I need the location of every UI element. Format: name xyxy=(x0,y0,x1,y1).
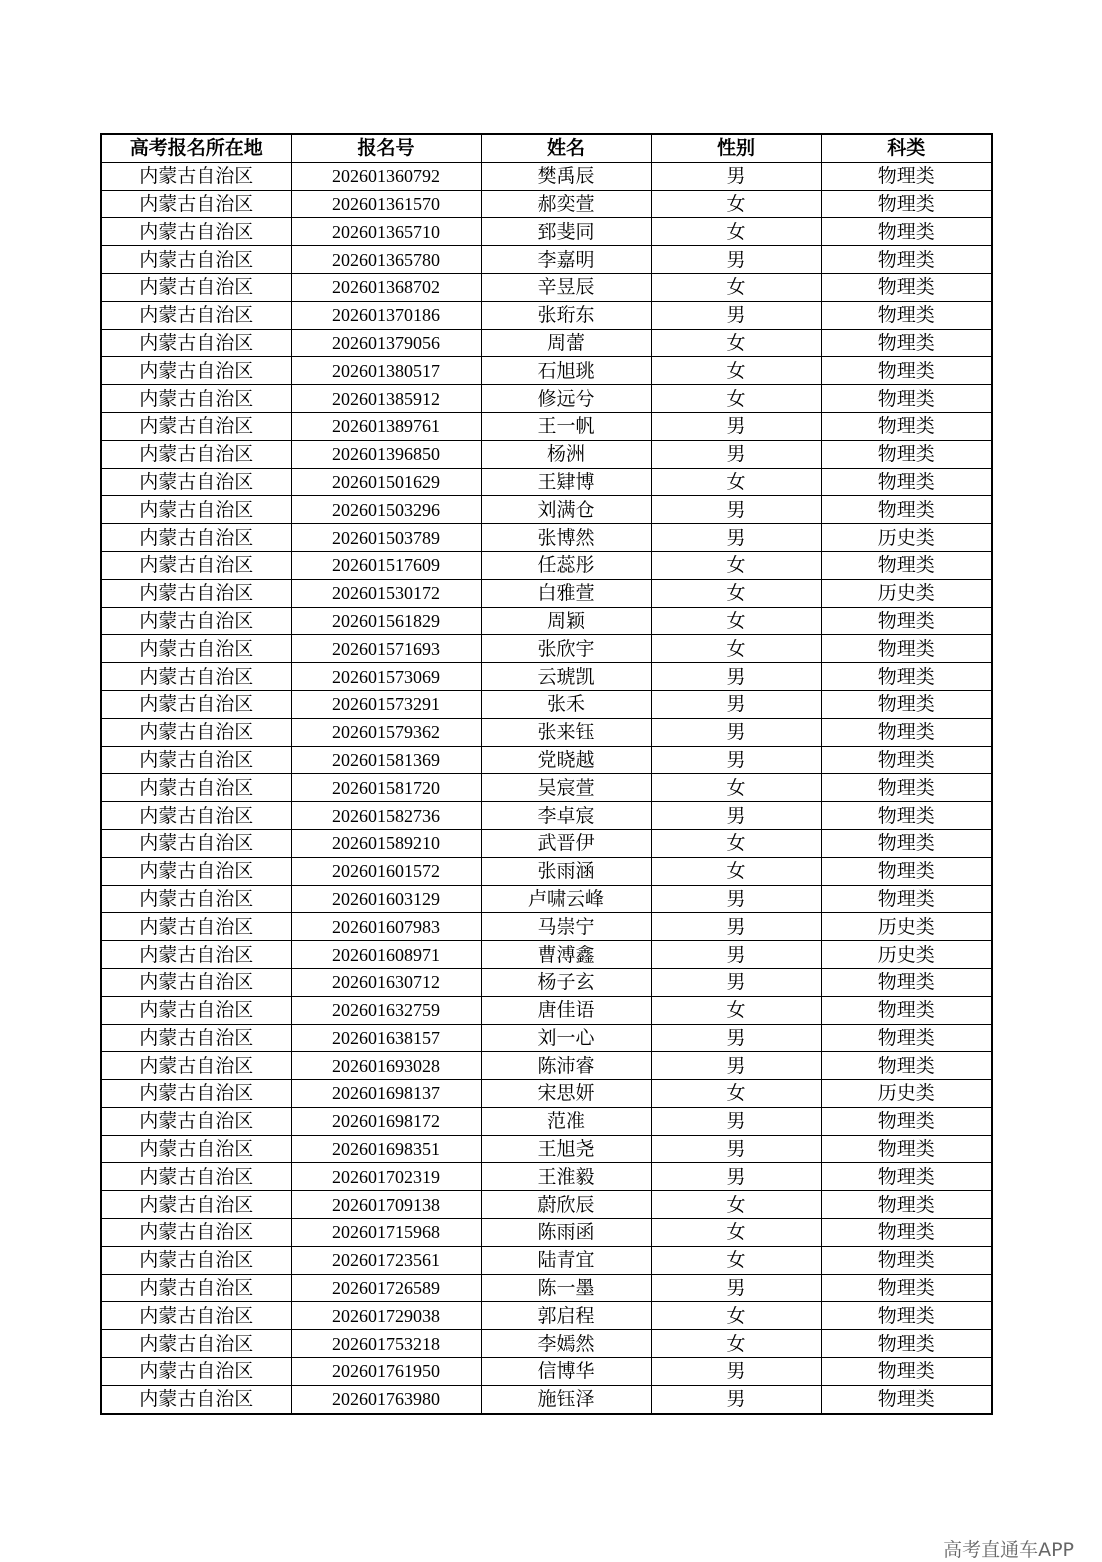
cell-gender: 男 xyxy=(651,746,821,774)
header-row xyxy=(101,134,992,162)
cell-location: 内蒙古自治区 xyxy=(101,1385,291,1413)
cell-name: 刘满仓 xyxy=(481,496,651,524)
cell-registration-number: 202601501629 xyxy=(291,468,481,496)
cell-location: 内蒙古自治区 xyxy=(101,996,291,1024)
cell-registration-number: 202601726589 xyxy=(291,1274,481,1302)
source-watermark: 高考直通车APP xyxy=(943,1539,1074,1561)
table-row xyxy=(101,968,992,996)
cell-location: 内蒙古自治区 xyxy=(101,1219,291,1247)
cell-gender: 男 xyxy=(651,1163,821,1191)
cell-gender: 女 xyxy=(651,1330,821,1358)
cell-gender: 女 xyxy=(651,329,821,357)
cell-name: 曹溥鑫 xyxy=(481,941,651,969)
cell-registration-number: 202601698351 xyxy=(291,1135,481,1163)
cell-name: 李嘉明 xyxy=(481,246,651,274)
cell-registration-number: 202601365780 xyxy=(291,246,481,274)
header-location: 高考报名所在地 xyxy=(101,134,291,162)
cell-registration-number: 202601582736 xyxy=(291,802,481,830)
cell-gender: 女 xyxy=(651,829,821,857)
cell-location: 内蒙古自治区 xyxy=(101,440,291,468)
cell-gender: 男 xyxy=(651,246,821,274)
table-row xyxy=(101,440,992,468)
cell-gender: 男 xyxy=(651,718,821,746)
cell-name: 吴宸萱 xyxy=(481,774,651,802)
cell-subject-track: 物理类 xyxy=(821,1052,992,1080)
cell-name: 王淮毅 xyxy=(481,1163,651,1191)
cell-gender: 女 xyxy=(651,635,821,663)
cell-name: 党晓越 xyxy=(481,746,651,774)
cell-subject-track: 物理类 xyxy=(821,802,992,830)
cell-name: 郭启程 xyxy=(481,1302,651,1330)
cell-location: 内蒙古自治区 xyxy=(101,746,291,774)
table-row xyxy=(101,329,992,357)
cell-location: 内蒙古自治区 xyxy=(101,1302,291,1330)
cell-registration-number: 202601698172 xyxy=(291,1107,481,1135)
header-gender: 性别 xyxy=(651,134,821,162)
cell-registration-number: 202601763980 xyxy=(291,1385,481,1413)
cell-location: 内蒙古自治区 xyxy=(101,1080,291,1108)
cell-subject-track: 物理类 xyxy=(821,885,992,913)
cell-registration-number: 202601702319 xyxy=(291,1163,481,1191)
cell-name: 施钰泽 xyxy=(481,1385,651,1413)
table-row xyxy=(101,857,992,885)
cell-subject-track: 物理类 xyxy=(821,496,992,524)
cell-registration-number: 202601729038 xyxy=(291,1302,481,1330)
table-row xyxy=(101,1246,992,1274)
cell-name: 张欣宇 xyxy=(481,635,651,663)
cell-name: 王一帆 xyxy=(481,412,651,440)
cell-subject-track: 物理类 xyxy=(821,1302,992,1330)
cell-name: 云琥凯 xyxy=(481,663,651,691)
table-row xyxy=(101,218,992,246)
table-row xyxy=(101,746,992,774)
cell-location: 内蒙古自治区 xyxy=(101,718,291,746)
cell-registration-number: 202601601572 xyxy=(291,857,481,885)
cell-location: 内蒙古自治区 xyxy=(101,357,291,385)
cell-registration-number: 202601579362 xyxy=(291,718,481,746)
cell-gender: 女 xyxy=(651,468,821,496)
cell-subject-track: 物理类 xyxy=(821,1246,992,1274)
table-row xyxy=(101,190,992,218)
cell-name: 李卓宸 xyxy=(481,802,651,830)
table-row xyxy=(101,1052,992,1080)
cell-gender: 男 xyxy=(651,301,821,329)
table-row xyxy=(101,301,992,329)
table-row xyxy=(101,162,992,190)
cell-location: 内蒙古自治区 xyxy=(101,913,291,941)
cell-registration-number: 202601573291 xyxy=(291,690,481,718)
cell-gender: 女 xyxy=(651,190,821,218)
cell-gender: 女 xyxy=(651,273,821,301)
cell-registration-number: 202601603129 xyxy=(291,885,481,913)
cell-gender: 女 xyxy=(651,551,821,579)
table-row xyxy=(101,774,992,802)
cell-registration-number: 202601753218 xyxy=(291,1330,481,1358)
table-row xyxy=(101,579,992,607)
cell-registration-number: 202601503296 xyxy=(291,496,481,524)
cell-gender: 女 xyxy=(651,607,821,635)
cell-subject-track: 物理类 xyxy=(821,1191,992,1219)
cell-subject-track: 物理类 xyxy=(821,385,992,413)
cell-gender: 男 xyxy=(651,1024,821,1052)
cell-registration-number: 202601698137 xyxy=(291,1080,481,1108)
table-row xyxy=(101,1163,992,1191)
cell-name: 陈一墨 xyxy=(481,1274,651,1302)
cell-name: 周颖 xyxy=(481,607,651,635)
cell-gender: 男 xyxy=(651,885,821,913)
cell-name: 唐佳语 xyxy=(481,996,651,1024)
cell-subject-track: 物理类 xyxy=(821,718,992,746)
cell-gender: 女 xyxy=(651,1302,821,1330)
cell-name: 信博华 xyxy=(481,1358,651,1386)
cell-location: 内蒙古自治区 xyxy=(101,1330,291,1358)
cell-location: 内蒙古自治区 xyxy=(101,246,291,274)
table-row xyxy=(101,829,992,857)
table-row xyxy=(101,1191,992,1219)
table-row xyxy=(101,802,992,830)
table-header xyxy=(101,134,992,162)
header-registration-number: 报名号 xyxy=(291,134,481,162)
cell-registration-number: 202601608971 xyxy=(291,941,481,969)
table-row xyxy=(101,551,992,579)
cell-subject-track: 物理类 xyxy=(821,412,992,440)
cell-subject-track: 物理类 xyxy=(821,301,992,329)
cell-name: 卢啸云峰 xyxy=(481,885,651,913)
cell-subject-track: 物理类 xyxy=(821,1274,992,1302)
cell-location: 内蒙古自治区 xyxy=(101,774,291,802)
table-row xyxy=(101,273,992,301)
cell-location: 内蒙古自治区 xyxy=(101,857,291,885)
cell-subject-track: 物理类 xyxy=(821,1107,992,1135)
cell-location: 内蒙古自治区 xyxy=(101,468,291,496)
cell-subject-track: 物理类 xyxy=(821,663,992,691)
cell-gender: 男 xyxy=(651,1052,821,1080)
table-row xyxy=(101,1330,992,1358)
cell-subject-track: 物理类 xyxy=(821,857,992,885)
cell-subject-track: 物理类 xyxy=(821,551,992,579)
cell-registration-number: 202601581369 xyxy=(291,746,481,774)
cell-registration-number: 202601630712 xyxy=(291,968,481,996)
cell-name: 范准 xyxy=(481,1107,651,1135)
cell-registration-number: 202601379056 xyxy=(291,329,481,357)
cell-subject-track: 物理类 xyxy=(821,273,992,301)
table-body xyxy=(101,162,992,1413)
cell-registration-number: 202601503789 xyxy=(291,524,481,552)
roster-table xyxy=(100,133,993,1415)
cell-subject-track: 物理类 xyxy=(821,357,992,385)
cell-gender: 男 xyxy=(651,162,821,190)
cell-location: 内蒙古自治区 xyxy=(101,385,291,413)
cell-subject-track: 物理类 xyxy=(821,996,992,1024)
cell-registration-number: 202601380517 xyxy=(291,357,481,385)
cell-gender: 女 xyxy=(651,774,821,802)
cell-location: 内蒙古自治区 xyxy=(101,1274,291,1302)
cell-subject-track: 物理类 xyxy=(821,607,992,635)
table-row xyxy=(101,246,992,274)
cell-name: 周蕾 xyxy=(481,329,651,357)
cell-subject-track: 物理类 xyxy=(821,1135,992,1163)
cell-gender: 女 xyxy=(651,579,821,607)
cell-registration-number: 202601365710 xyxy=(291,218,481,246)
cell-name: 杨子玄 xyxy=(481,968,651,996)
cell-gender: 女 xyxy=(651,1191,821,1219)
table-row xyxy=(101,385,992,413)
cell-location: 内蒙古自治区 xyxy=(101,301,291,329)
cell-registration-number: 202601385912 xyxy=(291,385,481,413)
table-row xyxy=(101,468,992,496)
cell-subject-track: 物理类 xyxy=(821,246,992,274)
cell-name: 马崇宁 xyxy=(481,913,651,941)
cell-subject-track: 物理类 xyxy=(821,440,992,468)
table-row xyxy=(101,1358,992,1386)
table-row xyxy=(101,663,992,691)
cell-location: 内蒙古自治区 xyxy=(101,635,291,663)
cell-gender: 男 xyxy=(651,913,821,941)
cell-gender: 男 xyxy=(651,496,821,524)
cell-location: 内蒙古自治区 xyxy=(101,829,291,857)
cell-name: 张来钰 xyxy=(481,718,651,746)
cell-name: 陈雨函 xyxy=(481,1219,651,1247)
cell-registration-number: 202601360792 xyxy=(291,162,481,190)
cell-gender: 女 xyxy=(651,218,821,246)
cell-registration-number: 202601389761 xyxy=(291,412,481,440)
table-row xyxy=(101,1219,992,1247)
cell-subject-track: 物理类 xyxy=(821,774,992,802)
cell-location: 内蒙古自治区 xyxy=(101,1246,291,1274)
table-row xyxy=(101,635,992,663)
cell-subject-track: 物理类 xyxy=(821,1024,992,1052)
header-name: 姓名 xyxy=(481,134,651,162)
cell-gender: 女 xyxy=(651,1080,821,1108)
cell-name: 郅斐同 xyxy=(481,218,651,246)
cell-registration-number: 202601715968 xyxy=(291,1219,481,1247)
cell-registration-number: 202601607983 xyxy=(291,913,481,941)
cell-location: 内蒙古自治区 xyxy=(101,1135,291,1163)
cell-gender: 男 xyxy=(651,1274,821,1302)
cell-name: 辛昱辰 xyxy=(481,273,651,301)
cell-gender: 男 xyxy=(651,1135,821,1163)
cell-location: 内蒙古自治区 xyxy=(101,496,291,524)
cell-subject-track: 物理类 xyxy=(821,1385,992,1413)
cell-location: 内蒙古自治区 xyxy=(101,579,291,607)
cell-name: 陆青宜 xyxy=(481,1246,651,1274)
cell-registration-number: 202601370186 xyxy=(291,301,481,329)
cell-gender: 男 xyxy=(651,941,821,969)
cell-subject-track: 物理类 xyxy=(821,690,992,718)
cell-subject-track: 历史类 xyxy=(821,941,992,969)
cell-name: 蔚欣辰 xyxy=(481,1191,651,1219)
cell-location: 内蒙古自治区 xyxy=(101,1052,291,1080)
header-subject-track: 科类 xyxy=(821,134,992,162)
cell-registration-number: 202601589210 xyxy=(291,829,481,857)
cell-gender: 女 xyxy=(651,357,821,385)
table-row xyxy=(101,690,992,718)
cell-gender: 男 xyxy=(651,663,821,691)
cell-registration-number: 202601368702 xyxy=(291,273,481,301)
cell-name: 杨洲 xyxy=(481,440,651,468)
cell-subject-track: 物理类 xyxy=(821,635,992,663)
cell-gender: 男 xyxy=(651,968,821,996)
cell-name: 任蕊彤 xyxy=(481,551,651,579)
cell-location: 内蒙古自治区 xyxy=(101,690,291,718)
cell-name: 修远兮 xyxy=(481,385,651,413)
cell-registration-number: 202601573069 xyxy=(291,663,481,691)
cell-subject-track: 物理类 xyxy=(821,190,992,218)
table-row xyxy=(101,1135,992,1163)
cell-location: 内蒙古自治区 xyxy=(101,273,291,301)
cell-location: 内蒙古自治区 xyxy=(101,190,291,218)
cell-subject-track: 历史类 xyxy=(821,913,992,941)
cell-name: 张禾 xyxy=(481,690,651,718)
cell-registration-number: 202601709138 xyxy=(291,1191,481,1219)
table-row xyxy=(101,1385,992,1413)
cell-name: 王肄博 xyxy=(481,468,651,496)
cell-subject-track: 物理类 xyxy=(821,162,992,190)
table-row xyxy=(101,1024,992,1052)
cell-gender: 男 xyxy=(651,690,821,718)
cell-location: 内蒙古自治区 xyxy=(101,663,291,691)
cell-location: 内蒙古自治区 xyxy=(101,162,291,190)
cell-location: 内蒙古自治区 xyxy=(101,1358,291,1386)
table-row xyxy=(101,941,992,969)
cell-registration-number: 202601396850 xyxy=(291,440,481,468)
cell-location: 内蒙古自治区 xyxy=(101,802,291,830)
cell-location: 内蒙古自治区 xyxy=(101,524,291,552)
cell-name: 石旭珧 xyxy=(481,357,651,385)
cell-gender: 男 xyxy=(651,440,821,468)
cell-location: 内蒙古自治区 xyxy=(101,218,291,246)
cell-location: 内蒙古自治区 xyxy=(101,607,291,635)
table-row xyxy=(101,607,992,635)
cell-subject-track: 历史类 xyxy=(821,579,992,607)
cell-name: 王旭尧 xyxy=(481,1135,651,1163)
cell-registration-number: 202601632759 xyxy=(291,996,481,1024)
cell-subject-track: 物理类 xyxy=(821,968,992,996)
cell-subject-track: 物理类 xyxy=(821,746,992,774)
cell-registration-number: 202601561829 xyxy=(291,607,481,635)
cell-name: 樊禹辰 xyxy=(481,162,651,190)
cell-location: 内蒙古自治区 xyxy=(101,1163,291,1191)
cell-gender: 女 xyxy=(651,996,821,1024)
cell-location: 内蒙古自治区 xyxy=(101,412,291,440)
cell-gender: 女 xyxy=(651,385,821,413)
cell-name: 张雨涵 xyxy=(481,857,651,885)
cell-gender: 男 xyxy=(651,412,821,440)
cell-name: 郝奕萱 xyxy=(481,190,651,218)
table-row xyxy=(101,718,992,746)
table-row xyxy=(101,524,992,552)
cell-location: 内蒙古自治区 xyxy=(101,1024,291,1052)
table-row xyxy=(101,885,992,913)
cell-location: 内蒙古自治区 xyxy=(101,329,291,357)
table-row xyxy=(101,1274,992,1302)
cell-name: 李嫣然 xyxy=(481,1330,651,1358)
cell-registration-number: 202601517609 xyxy=(291,551,481,579)
cell-name: 陈沛睿 xyxy=(481,1052,651,1080)
table-row xyxy=(101,913,992,941)
cell-subject-track: 物理类 xyxy=(821,1330,992,1358)
cell-gender: 男 xyxy=(651,524,821,552)
cell-name: 白雅萱 xyxy=(481,579,651,607)
cell-gender: 男 xyxy=(651,1358,821,1386)
cell-subject-track: 历史类 xyxy=(821,1080,992,1108)
cell-gender: 女 xyxy=(651,1219,821,1247)
cell-name: 刘一心 xyxy=(481,1024,651,1052)
cell-registration-number: 202601723561 xyxy=(291,1246,481,1274)
cell-location: 内蒙古自治区 xyxy=(101,551,291,579)
table-row xyxy=(101,496,992,524)
cell-subject-track: 历史类 xyxy=(821,524,992,552)
cell-subject-track: 物理类 xyxy=(821,468,992,496)
cell-subject-track: 物理类 xyxy=(821,329,992,357)
cell-name: 张博然 xyxy=(481,524,651,552)
table-row xyxy=(101,996,992,1024)
cell-location: 内蒙古自治区 xyxy=(101,968,291,996)
cell-name: 宋思妍 xyxy=(481,1080,651,1108)
cell-registration-number: 202601693028 xyxy=(291,1052,481,1080)
cell-location: 内蒙古自治区 xyxy=(101,1191,291,1219)
table-row xyxy=(101,1302,992,1330)
cell-location: 内蒙古自治区 xyxy=(101,885,291,913)
cell-name: 张珩东 xyxy=(481,301,651,329)
cell-registration-number: 202601571693 xyxy=(291,635,481,663)
cell-location: 内蒙古自治区 xyxy=(101,941,291,969)
cell-location: 内蒙古自治区 xyxy=(101,1107,291,1135)
cell-subject-track: 物理类 xyxy=(821,1358,992,1386)
cell-subject-track: 物理类 xyxy=(821,1163,992,1191)
cell-registration-number: 202601530172 xyxy=(291,579,481,607)
table-row xyxy=(101,357,992,385)
table-row xyxy=(101,1080,992,1108)
cell-gender: 男 xyxy=(651,802,821,830)
cell-gender: 女 xyxy=(651,857,821,885)
cell-name: 武晋伊 xyxy=(481,829,651,857)
cell-subject-track: 物理类 xyxy=(821,829,992,857)
cell-registration-number: 202601581720 xyxy=(291,774,481,802)
cell-gender: 男 xyxy=(651,1385,821,1413)
cell-gender: 男 xyxy=(651,1107,821,1135)
cell-subject-track: 物理类 xyxy=(821,218,992,246)
cell-registration-number: 202601361570 xyxy=(291,190,481,218)
cell-registration-number: 202601638157 xyxy=(291,1024,481,1052)
table-row xyxy=(101,1107,992,1135)
table-row xyxy=(101,412,992,440)
cell-gender: 女 xyxy=(651,1246,821,1274)
cell-subject-track: 物理类 xyxy=(821,1219,992,1247)
cell-registration-number: 202601761950 xyxy=(291,1358,481,1386)
